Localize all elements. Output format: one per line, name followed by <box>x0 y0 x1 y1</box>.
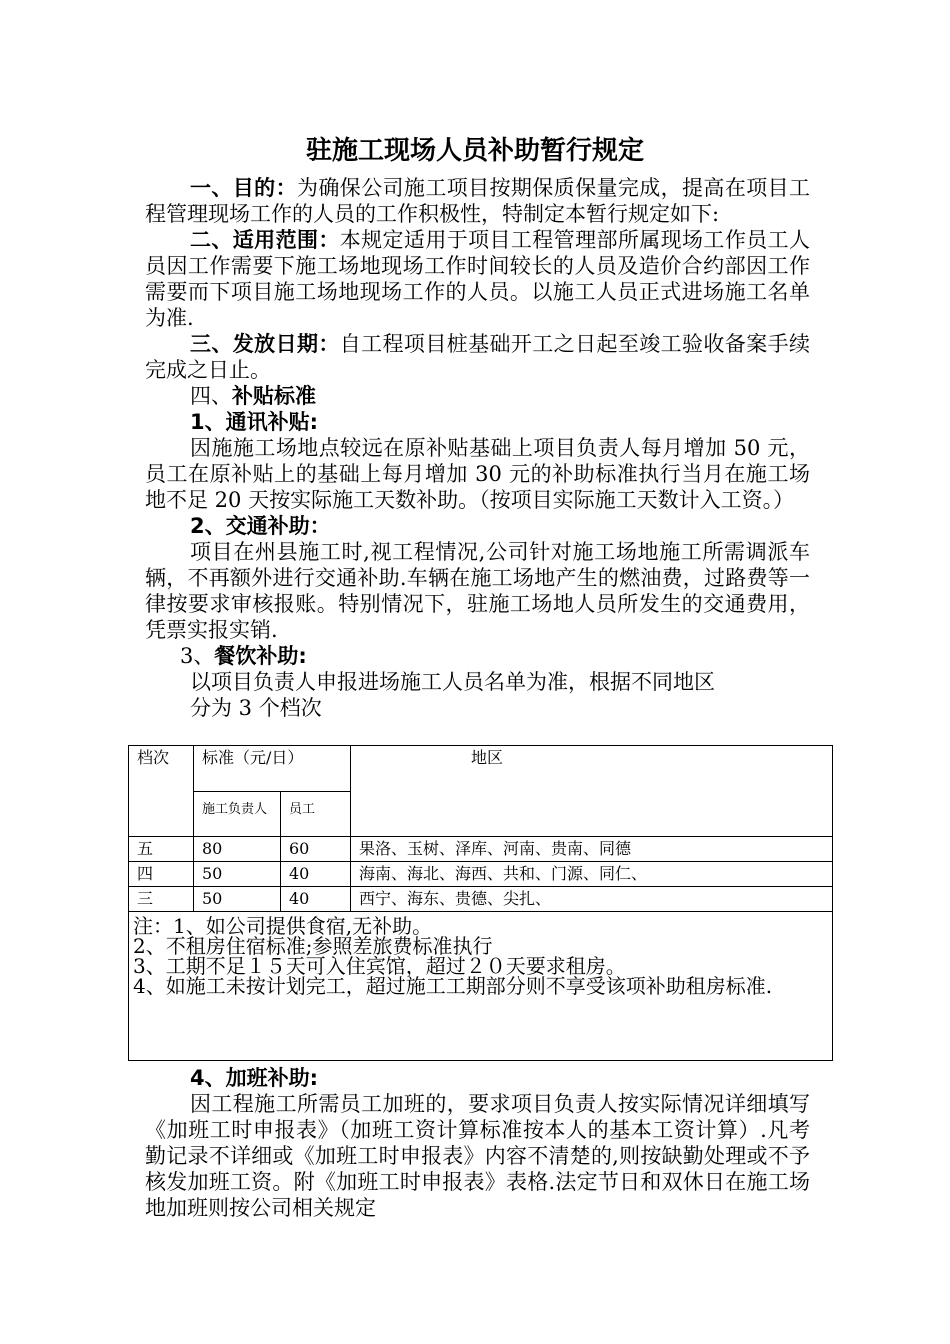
section-dates <box>145 331 810 383</box>
section-purpose-text: 为确保公司施工项目按期保质保量完成，提高在项目工程管理现场工作的人员的工作积极性，特制定本暂行规定如下: <box>145 176 811 226</box>
note-3: 3、工期不足１５天可入住宾馆，超过２０天要求租房。 <box>133 954 626 978</box>
sub-meal-text-1: 以项目负责人申报进场施工人员名单为准，根据不同地区 <box>190 670 715 694</box>
row-leader: 50 <box>194 862 281 887</box>
sub-meal-number: 3、 <box>180 644 215 668</box>
body-lower <box>145 1065 810 1221</box>
sub-overtime-text: 因工程施工所需员工加班的，要求项目负责人按实际情况详细填写《加班工时申报表》（加班工资计算标准按本人的基本工资计算）.凡考勤记录不详细或《加班工时申报表》内容不清楚的,则按缺勤处理或不予核发加班工资。附《加班工时申报表》表格.法定节日和双休日在施工场地加班则按公司相关规定 <box>145 1092 810 1220</box>
row-region: 西宁、海东、贵德、尖扎、 <box>351 887 833 912</box>
section-scope <box>145 227 810 331</box>
sub-meal-title: 餐饮补助: <box>214 644 307 668</box>
header-region: 地区 <box>351 746 833 837</box>
sub-communication-heading: 1、通讯补贴: <box>190 410 319 434</box>
note-2: 2、不租房住宿标准;参照差旅费标准执行 <box>133 934 493 958</box>
row-staff: 40 <box>281 862 351 887</box>
table-notes <box>129 912 833 1061</box>
note-1: 注：1、如公司提供食宿,无补助。 <box>133 914 433 938</box>
section-purpose <box>145 175 810 227</box>
note-4: 4、如施工未按计划完工，超过施工工期部分则不享受该项补助租房标准. <box>133 974 773 998</box>
row-staff: 40 <box>281 887 351 912</box>
section-scope-heading: 二、适用范围： <box>190 228 340 252</box>
table-row <box>129 887 833 912</box>
header-grade: 档次 <box>129 746 194 837</box>
row-grade: 四 <box>129 862 194 887</box>
table-row <box>129 862 833 887</box>
sub-meal-text-2: 分为 3 个档次 <box>190 696 322 720</box>
header-leader: 施工负责人 <box>194 792 281 837</box>
page-title: 驻施工现场人员补助暂行规定 <box>305 136 644 166</box>
meal-allowance-table <box>128 745 833 1061</box>
sub-transport-text: 项目在州县施工时,视工程情况,公司针对施工场地施工所需调派车辆，不再额外进行交通补助.车辆在施工场地产生的燃油费，过路费等一律按要求审核报账。特别情况下，驻施工场地人员所发生的交通费用，凭票实报实销. <box>145 540 810 642</box>
section-scope-text: 本规定适用于项目工程管理部所属现场工作员工人员因工作需要下施工场地现场工作时间较长的人员及造价合约部因工作需要而下项目施工场地现场工作的人员。以施工人员正式进场施工名单为准. <box>145 228 810 330</box>
section-dates-heading: 三、发放日期： <box>190 332 340 356</box>
row-region: 海南、海北、海西、共和、门源、同仁、 <box>351 862 833 887</box>
table-row <box>129 837 833 862</box>
row-leader: 50 <box>194 887 281 912</box>
table-notes-row <box>129 912 833 1061</box>
body-upper <box>145 175 810 721</box>
header-standard: 标准（元/日） <box>194 746 351 792</box>
sub-transport-heading: 2、交通补助： <box>190 514 331 538</box>
section-standards <box>145 383 810 409</box>
section-purpose-heading: 一、目的： <box>190 176 297 200</box>
row-leader: 80 <box>194 837 281 862</box>
sub-communication-text: 因施施工场地点较远在原补贴基础上项目负责人每月增加 50 元，员工在原补贴上的基础上每月增加 30 元的补助标准执行当月在施工场地不足 20 天按实际施工天数补助。（按项目实际施工天数计入工资。） <box>145 436 810 512</box>
header-staff: 员工 <box>281 792 351 837</box>
row-region: 果洛、玉树、泽库、河南、贵南、同德 <box>351 837 833 862</box>
sub-overtime-heading: 4、加班补助: <box>190 1066 319 1090</box>
section-standards-heading: 补贴标准 <box>232 384 316 408</box>
section-standards-number: 四、 <box>190 384 232 408</box>
section-dates-text: 自工程项目桩基础开工之日起至竣工验收备案手续完成之日止。 <box>145 332 810 382</box>
row-grade: 三 <box>129 887 194 912</box>
row-staff: 60 <box>281 837 351 862</box>
sub-meal-heading <box>145 643 810 669</box>
row-grade: 五 <box>129 837 194 862</box>
table-header-row <box>129 746 833 792</box>
